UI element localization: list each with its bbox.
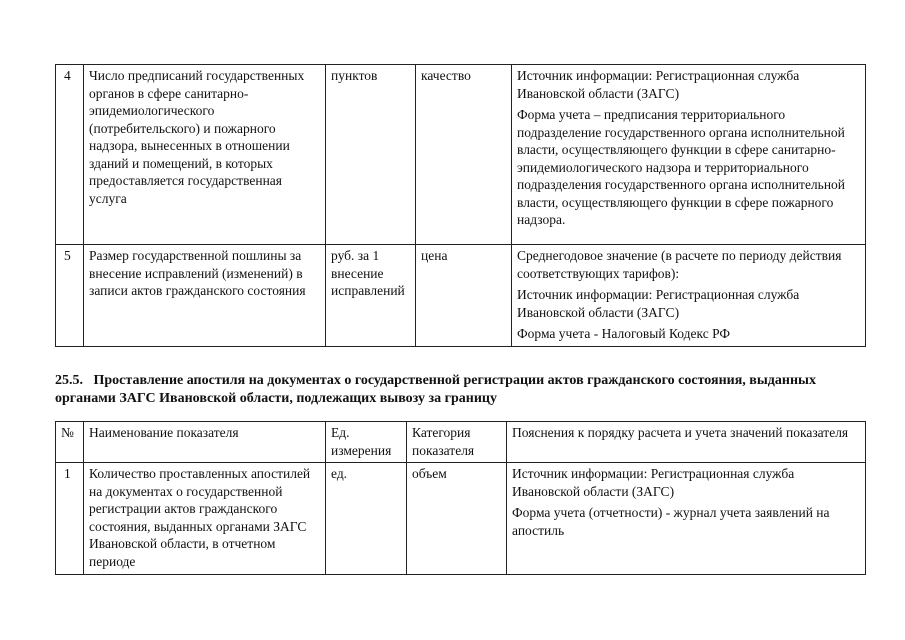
- section-number: 25.5.: [55, 373, 83, 388]
- unit-of-measure: руб. за 1 внесение исправлений: [326, 245, 416, 347]
- header-unit: Ед. измерения: [326, 422, 407, 463]
- notes-paragraph: Форма учета – предписания территориального подразделение государственного органа исполнительной власти, осуществляющего функции в сфере санитарно-эпидемиологического надзора и территориального подразделения государственного органа исполнительной власти, осуществляющего функции в сфере пожарного надзора.: [517, 107, 846, 227]
- indicators-table-continued: [55, 64, 866, 347]
- header-category: Категория показателя: [407, 422, 507, 463]
- section-heading: [55, 372, 865, 408]
- indicator-name: Количество проставленных апостилей на документах о государственной регистрации актов гражданского состояния, выданных органами ЗАГС Ивановской области, в отчетном периоде: [84, 463, 326, 575]
- table-row: [56, 245, 866, 347]
- indicator-name: Число предписаний государственных органов в сфере санитарно-эпидемиологического (потребительского) и пожарного надзора, вынесенных в отношении зданий и помещений, в которых предоставляется государственная услуга: [84, 65, 326, 245]
- calculation-notes: [512, 65, 866, 245]
- notes-paragraph: Источник информации: Регистрационная служба Ивановской области (ЗАГС): [512, 466, 795, 499]
- indicator-category: качество: [416, 65, 512, 245]
- calculation-notes: [512, 245, 866, 347]
- notes-paragraph: Источник информации: Регистрационная служба Ивановской области (ЗАГС): [517, 68, 800, 101]
- table-row: [56, 463, 866, 575]
- indicator-category: объем: [407, 463, 507, 575]
- header-name: Наименование показателя: [84, 422, 326, 463]
- header-notes: Пояснения к порядку расчета и учета значений показателя: [507, 422, 866, 463]
- row-number: 4: [56, 65, 84, 245]
- row-number: 1: [56, 463, 84, 575]
- unit-of-measure: пунктов: [326, 65, 416, 245]
- unit-of-measure: ед.: [326, 463, 407, 575]
- indicator-name: Размер государственной пошлины за внесение исправлений (изменений) в записи актов гражданского состояния: [84, 245, 326, 347]
- header-number: №: [56, 422, 84, 463]
- notes-paragraph: Форма учета - Налоговый Кодекс РФ: [517, 326, 731, 341]
- notes-paragraph: Источник информации: Регистрационная служба Ивановской области (ЗАГС): [517, 287, 800, 320]
- table-header-row: [56, 422, 866, 463]
- section-title: Проставление апостиля на документах о государственной регистрации актов гражданского состояния, выданных органами ЗАГС Ивановской области, подлежащих вывозу за границу: [55, 373, 816, 406]
- notes-paragraph: Среднегодовое значение (в расчете по периоду действия соответствующих тарифов):: [517, 248, 842, 281]
- indicator-category: цена: [416, 245, 512, 347]
- row-number: 5: [56, 245, 84, 347]
- apostille-indicators-table: [55, 421, 866, 575]
- calculation-notes: [507, 463, 866, 575]
- notes-paragraph: Форма учета (отчетности) - журнал учета заявлений на апостиль: [512, 505, 830, 538]
- table-row: [56, 65, 866, 245]
